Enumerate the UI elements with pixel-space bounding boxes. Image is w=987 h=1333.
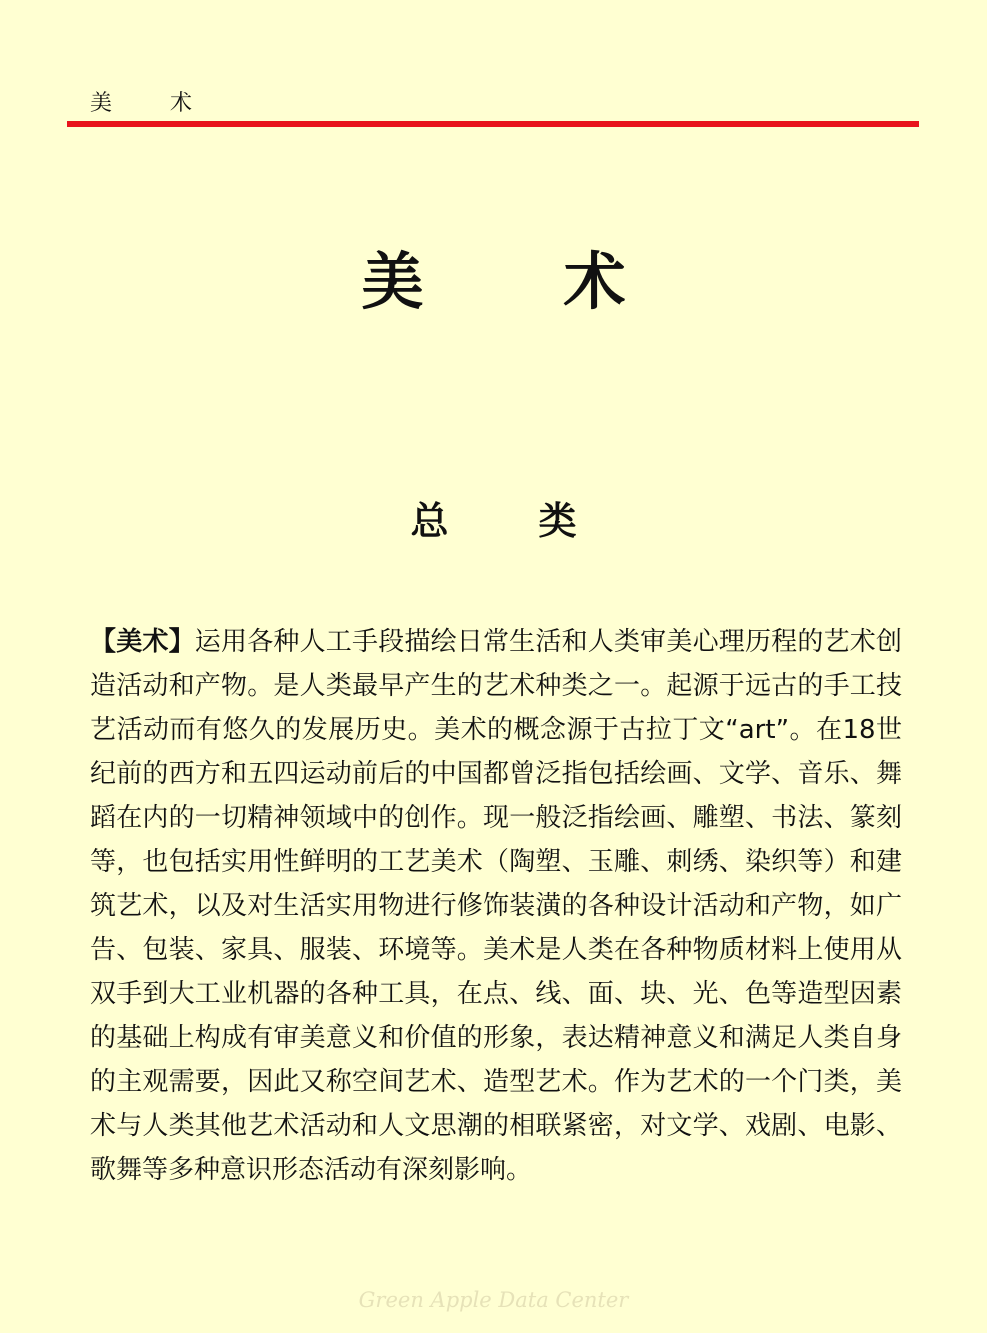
entry-body: 运用各种人工手段描绘日常生活和人类审美心理历程的艺术创造活动和产物。是人类最早产生的艺术种类之一。起源于远古的手工技艺活动而有悠久的发展历史。美术的概念源于古拉丁文“art”。在18世纪前的西方和五四运动前后的中国都曾泛指包括绘画、文学、音乐、舞蹈在内的一切精神领域中的创作。现一般泛指绘画、雕塑、书法、篆刻等，也包括实用性鲜明的工艺美术（陶塑、玉雕、刺绣、染织等）和建筑艺术，以及对生活实用物进行修饰装潢的各种设计活动和产物，如广告、包装、家具、服装、环境等。美术是人类在各种物质材料上使用从双手到大工业机器的各种工具，在点、线、面、块、光、色等造型因素的基础上构成有审美意义和价值的形象，表达精神意义和满足人类自身的主观需要，因此又称空间艺术、造型艺术。作为艺术的一个门类，美术与人类其他艺术活动和人文思潮的相联紧密，对文学、戏剧、电影、歌舞等多种意识形态活动有深刻影响。 [90,627,902,1185]
header-rule [67,121,919,127]
section-title [0,490,987,545]
section-title-char-2: 类 [538,499,577,543]
entry-paragraph [90,620,902,1192]
entry-term: 【美术】 [90,627,195,657]
page-title [0,232,987,321]
page-title-char-2: 术 [563,245,626,318]
running-header [90,86,192,117]
watermark: Green Apple Data Center [358,1288,629,1312]
running-header-char-2: 术 [170,91,193,116]
running-header-char-1: 美 [90,91,113,116]
section-title-char-1: 总 [410,499,449,543]
page-title-char-1: 美 [361,245,424,318]
